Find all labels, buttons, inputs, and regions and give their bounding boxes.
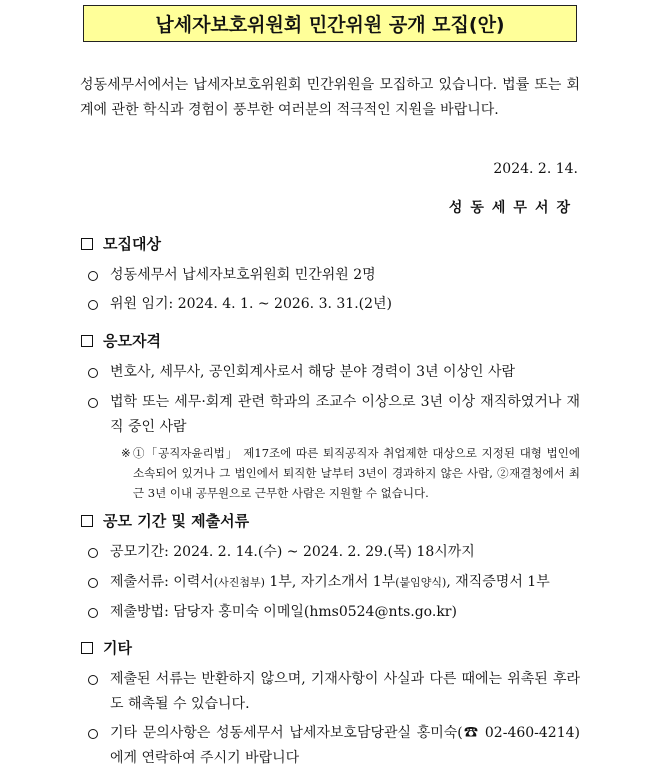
section-heading-text: 공모 기간 및 제출서류 xyxy=(103,512,250,530)
list-item xyxy=(88,360,580,385)
circle-bullet-icon xyxy=(88,300,98,310)
list-item xyxy=(88,540,580,565)
list-item-text: 공모기간: 2024. 2. 14.(수) ~ 2024. 2. 29.(목) 18시까지 xyxy=(110,544,475,560)
square-bullet-icon xyxy=(81,642,93,654)
square-bullet-icon xyxy=(81,515,93,527)
list-item xyxy=(88,570,580,595)
square-bullet-icon xyxy=(81,335,93,347)
section-heading-text: 기타 xyxy=(103,639,132,657)
circle-bullet-icon xyxy=(88,578,98,588)
list-item xyxy=(88,600,580,625)
circle-bullet-icon xyxy=(88,548,98,558)
list-item xyxy=(88,721,580,771)
circle-bullet-icon xyxy=(88,675,98,685)
section-heading-submission xyxy=(81,510,249,531)
eligibility-note xyxy=(121,443,580,503)
docs-text-c: , 재직증명서 1부 xyxy=(446,574,550,590)
list-item-text: 성동세무서 납세자보호위원회 민간위원 2명 xyxy=(110,267,376,283)
issuing-organization: 성동세무서장 xyxy=(448,200,578,216)
section-heading-qualifications xyxy=(81,330,161,351)
note-text-1: ①「공직자윤리법」 제17조에 따른 퇴직공직자 취업제한 대상으로 지정된 대형 법인에 소속되어 있거나 그 법인에서 퇴직한 날부터 3년이 경과하지 않은 사람, xyxy=(133,446,580,480)
docs-note-form: (붙임양식) xyxy=(395,576,447,589)
square-bullet-icon xyxy=(81,238,93,250)
circle-bullet-icon xyxy=(88,729,98,739)
list-item-text xyxy=(110,570,580,595)
docs-text-a: 제출서류: 이력서 xyxy=(110,574,214,590)
list-item xyxy=(88,263,580,288)
section-heading-text: 모집대상 xyxy=(103,235,161,253)
note-mark: ※ xyxy=(121,446,131,460)
circle-bullet-icon xyxy=(88,398,98,408)
section-heading-recruitment xyxy=(81,233,161,254)
list-item-text: 법학 또는 세무·회계 관련 학과의 조교수 이상으로 3년 이상 재직하였거나 재직 중인 사람 xyxy=(110,394,580,435)
section-heading-other xyxy=(81,637,132,658)
list-item xyxy=(88,390,580,440)
list-item-text: 기타 문의사항은 성동세무서 납세자보호담당관실 홍미숙(☎ 02-460-4214)에게 연락하여 주시기 바랍니다 xyxy=(110,725,580,766)
circle-bullet-icon xyxy=(88,368,98,378)
list-item xyxy=(88,667,580,717)
document-title: 납세자보호위원회 민간위원 공개 모집(안) xyxy=(83,5,577,42)
note-text-2: ②재결청에서 최근 3년 이내 공무원으로 근무한 사람은 지원할 수 없습니다. xyxy=(133,466,581,500)
list-item-text: 제출방법: 담당자 홍미숙 이메일(hms0524@nts.go.kr) xyxy=(110,604,457,620)
circle-bullet-icon xyxy=(88,271,98,281)
issue-date: 2024. 2. 14. xyxy=(493,161,578,177)
list-item-text: 변호사, 세무사, 공인회계사로서 해당 분야 경력이 3년 이상인 사람 xyxy=(110,364,516,380)
circle-bullet-icon xyxy=(88,608,98,618)
list-item xyxy=(88,292,580,317)
list-item-text: 위원 임기: 2024. 4. 1. ~ 2026. 3. 31.(2년) xyxy=(110,296,392,312)
docs-text-b: 1부, 자기소개서 1부 xyxy=(264,574,396,590)
docs-note-photo: (사진첨부) xyxy=(213,576,265,589)
list-item-text: 제출된 서류는 반환하지 않으며, 기재사항이 사실과 다른 때에는 위촉된 후라도 해촉될 수 있습니다. xyxy=(110,671,580,712)
intro-paragraph: 성동세무서에서는 납세자보호위원회 민간위원을 모집하고 있습니다. 법률 또는 회계에 관한 학식과 경험이 풍부한 여러분의 적극적인 지원을 바랍니다. xyxy=(80,77,580,118)
section-heading-text: 응모자격 xyxy=(103,332,161,350)
